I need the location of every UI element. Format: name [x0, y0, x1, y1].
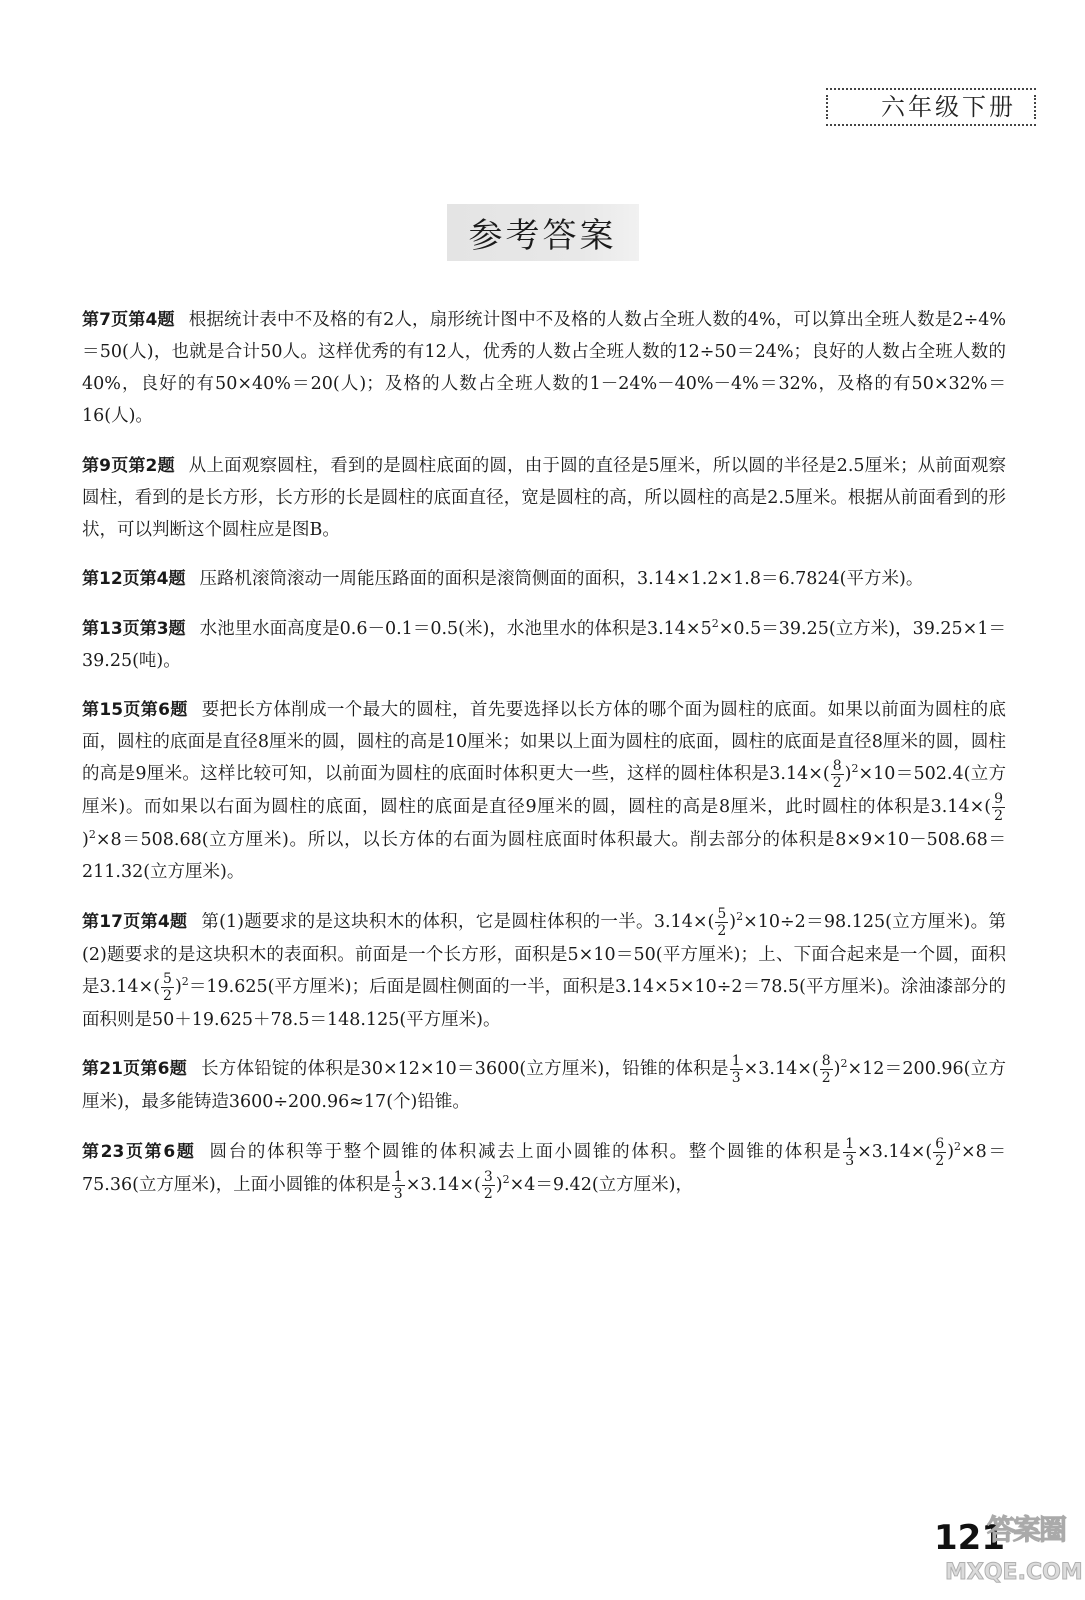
answer-text: ×4＝9.42(立方厘米)，: [509, 1174, 693, 1195]
answer-text: 从上面观察圆柱，看到的是圆柱底面的圆，由于圆的直径是5厘米，所以圆的半径是2.5厘米；从前面观察圆柱，看到的是长方形，长方形的长是圆柱的底面直径，宽是圆柱的高，所以圆柱的高是2.5厘米。根据从前面看到的形状，可以判断这个圆柱应是图B。: [82, 455, 1006, 540]
book-volume-label: 六年级下册: [877, 92, 1020, 122]
fraction: [831, 758, 844, 791]
exponent: 2: [840, 1057, 848, 1071]
answer-item: [82, 563, 1006, 595]
answer-text: ): [833, 1059, 841, 1079]
answer-item: [82, 906, 1006, 1036]
fraction: [392, 1169, 405, 1202]
answer-text: ×8＝75.36(立方厘米)，上面小圆锥的体积是: [82, 1141, 1006, 1195]
fraction-denominator: 3: [393, 1185, 403, 1202]
fraction: [820, 1053, 833, 1086]
fraction-numerator: 1: [845, 1135, 855, 1152]
fraction: [843, 1136, 856, 1169]
answer-text: ×3.14×(: [405, 1174, 481, 1195]
page-number: 121: [934, 1518, 1005, 1558]
exponent: 2: [502, 1172, 510, 1186]
fraction-denominator: 2: [483, 1185, 493, 1202]
answer-text: 要把长方体削成一个最大的圆柱，首先要选择以长方体的哪个面为圆柱的底面。如果以前面为圆柱的底面，圆柱的底面是直径8厘米的圆，圆柱的高是10厘米；如果以上面为圆柱的底面，圆柱的底面是直径8厘米的圆，圆柱的高是9厘米。这样比较可知，以前面为圆柱的底面时体积更大一些，这样的圆柱体积是3.14×(: [82, 700, 1006, 784]
answer-text: 长方体铅锭的体积是30×12×10＝3600(立方厘米)，铅锥的体积是: [200, 1059, 729, 1079]
answer-item: [82, 1136, 1006, 1202]
answer-item: [82, 1053, 1006, 1118]
answer-label: 第12页第4题: [82, 569, 186, 589]
answer-text: ): [947, 1141, 955, 1162]
fraction-numerator: 1: [393, 1168, 403, 1185]
answer-text: ＝19.625(平方厘米)；后面是圆柱侧面的一半，面积是3.14×5×10÷2＝78.5(平方厘米)。涂油漆部分的面积则是50＋19.625＋78.5＝148.125(平方厘米)。: [82, 976, 1006, 1030]
book-volume-tag: [826, 88, 1036, 126]
answer-text: 水池里水面高度是0.6－0.1＝0.5(米)，水池里水的体积是3.14×5: [199, 618, 712, 639]
fraction: [933, 1136, 946, 1169]
answer-text: 第(1)题要求的是这块积木的体积，它是圆柱体积的一半。3.14×(: [201, 911, 715, 932]
fraction-numerator: 6: [935, 1135, 945, 1152]
exponent: 2: [88, 828, 96, 842]
exponent: 2: [954, 1139, 962, 1153]
answer-text: ): [495, 1174, 503, 1195]
fraction-denominator: 2: [994, 808, 1003, 824]
answer-text: ): [82, 830, 89, 850]
answer-label: 第17页第4题: [82, 911, 188, 932]
fraction-numerator: 3: [483, 1168, 493, 1185]
answer-text: 压路机滚筒滚动一周能压路面的面积是滚筒侧面的面积，3.14×1.2×1.8＝6.7824(平方米)。: [199, 569, 924, 589]
fraction-denominator: 3: [845, 1152, 855, 1169]
answer-text: ×3.14×(: [743, 1059, 819, 1079]
fraction-denominator: 2: [163, 987, 172, 1004]
fraction: [730, 1053, 743, 1086]
answer-text: 根据统计表中不及格的有2人，扇形统计图中不及格的人数占全班人数的4%，可以算出全班人数是2÷4%＝50(人)，也就是合计50人。这样优秀的有12人，优秀的人数占全班人数的12÷50＝24%；良好的人数占全班人数的40%，良好的有50×40%＝20(人)；及格的人数占全班人数的1－24%－40%－4%＝32%，及格的有50×32%＝16(人)。: [82, 310, 1006, 426]
answer-label: 第15页第6题: [82, 700, 188, 720]
answer-text: ): [729, 911, 737, 932]
title-banner: [447, 204, 639, 261]
fraction-numerator: 1: [731, 1053, 741, 1069]
fraction: [715, 906, 728, 939]
exponent: 2: [851, 762, 859, 776]
page-title: 参考答案: [468, 216, 617, 256]
fraction-denominator: 2: [832, 775, 842, 791]
answer-text: ): [174, 976, 182, 997]
fraction-numerator: 5: [717, 905, 727, 922]
fraction-denominator: 2: [821, 1070, 831, 1086]
fraction-numerator: 5: [163, 970, 172, 987]
fraction-numerator: 9: [994, 791, 1003, 807]
answer-text: ×10÷2＝98.125(立方厘米)。第(2)题要求的是这块积木的表面积。前面是一个长方形，面积是5×10＝50(平方厘米)；上、下面合起来是一个圆，面积是3.14×(: [82, 911, 1006, 997]
answer-list: [82, 304, 1006, 1207]
answer-item: [82, 694, 1006, 888]
fraction-numerator: 8: [832, 758, 842, 774]
fraction: [992, 791, 1005, 824]
answer-label: 第23页第6题: [82, 1141, 196, 1162]
watermark-glyphs: 答案圈: [987, 1513, 1066, 1546]
fraction-denominator: 2: [717, 922, 727, 939]
answer-text: 圆台的体积等于整个圆锥的体积减去上面小圆锥的体积。整个圆锥的体积是: [209, 1141, 843, 1162]
fraction-denominator: 3: [731, 1070, 741, 1086]
answer-item: [82, 613, 1006, 677]
answer-text: ×8＝508.68(立方厘米)。所以，以长方体的右面为圆柱底面时体积最大。削去部分的体积是8×9×10－508.68＝211.32(立方厘米)。: [82, 830, 1006, 882]
answer-item: [82, 450, 1006, 546]
answer-text: ×0.5＝39.25(立方米)，39.25×1＝39.25(吨)。: [82, 618, 1006, 671]
fraction: [161, 971, 174, 1004]
title-area: [0, 204, 1085, 261]
answer-label: 第21页第6题: [82, 1059, 187, 1079]
answer-label: 第7页第4题: [82, 310, 175, 330]
answer-label: 第9页第2题: [82, 455, 175, 476]
fraction-numerator: 8: [821, 1053, 831, 1069]
answer-text: ×3.14×(: [857, 1141, 933, 1162]
answer-label: 第13页第3题: [82, 618, 186, 639]
exponent: 2: [711, 616, 719, 630]
fraction: [482, 1169, 495, 1202]
watermark-url: MXQE.COM: [945, 1560, 1083, 1585]
answer-text: ×10＝502.4(立方厘米)。而如果以右面为圆柱的底面，圆柱的底面是直径9厘米的圆，圆柱的高是8厘米，此时圆柱的体积是3.14×(: [82, 764, 1007, 817]
answer-text: ×12＝200.96(立方厘米)，最多能铸造3600÷200.96≈17(个)铅锥。: [82, 1059, 1006, 1112]
exponent: 2: [736, 909, 744, 923]
fraction-denominator: 2: [935, 1152, 945, 1169]
answer-item: [82, 304, 1006, 432]
answer-text: ): [844, 764, 852, 784]
exponent: 2: [181, 974, 189, 988]
